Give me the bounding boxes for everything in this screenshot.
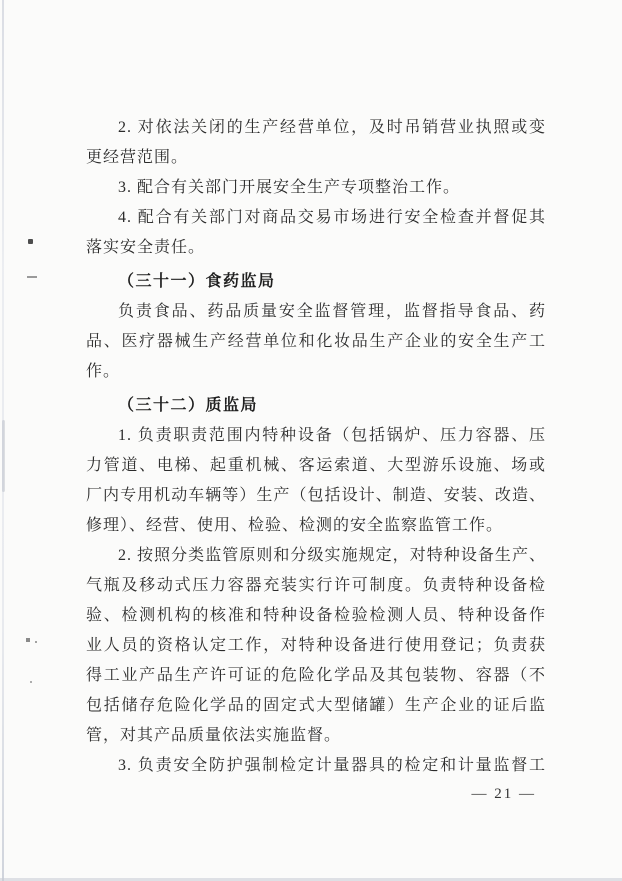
scan-ink-dot-artifact bbox=[28, 239, 33, 244]
text-line: 修理）、经营、使用、检验、检测的安全监察监管工作。 bbox=[86, 517, 504, 534]
text-line: 业人员的资格认定工作，对特种设备进行使用登记；负责获 bbox=[86, 637, 546, 654]
section-heading-32-quality-supervision-bureau: （三十二）质监局 bbox=[118, 397, 259, 414]
section-heading-31-food-drug-bureau: （三十一）食药监局 bbox=[118, 273, 276, 290]
page-number: — 21 — bbox=[471, 786, 536, 802]
scan-dash-artifact bbox=[27, 276, 37, 278]
text-line: 3. 配合有关部门开展安全生产专项整治工作。 bbox=[118, 179, 461, 196]
text-line: 落实安全责任。 bbox=[86, 239, 206, 256]
text-line: 管，对其产品质量依法实施监督。 bbox=[86, 727, 342, 744]
scan-smudge-artifact bbox=[2, 420, 5, 492]
text-line: 4. 配合有关部门对商品交易市场进行安全检查并督促其 bbox=[118, 209, 546, 226]
text-line: 更经营范围。 bbox=[86, 149, 189, 166]
text-line: 品、医疗器械生产经营单位和化妆品生产企业的安全生产工 bbox=[86, 333, 546, 350]
text-line: 得工业产品生产许可证的危险化学品及其包装物、容器（不 bbox=[86, 667, 546, 684]
text-line: 厂内专用机动车辆等）生产（包括设计、制造、安装、改造、 bbox=[86, 487, 546, 504]
text-line: 气瓶及移动式压力容器充装实行许可制度。负责特种设备检 bbox=[86, 577, 546, 594]
text-line: 2. 按照分类监管原则和分级实施规定，对特种设备生产、 bbox=[118, 547, 546, 564]
text-line: 力管道、电梯、起重机械、客运索道、大型游乐设施、场或 bbox=[86, 457, 546, 474]
text-line: 1. 负责职责范围内特种设备（包括锅炉、压力容器、压 bbox=[118, 427, 546, 444]
scan-speckle-artifact bbox=[26, 638, 30, 642]
text-line: 2. 对依法关闭的生产经营单位，及时吊销营业执照或变 bbox=[118, 119, 546, 136]
text-line: 验、检测机构的核准和特种设备检验检测人员、特种设备作 bbox=[86, 607, 546, 624]
text-line: 包括储存危险化学品的固定式大型储罐）生产企业的证后监 bbox=[86, 697, 546, 714]
text-line: 3. 负责安全防护强制检定计量器具的检定和计量监督工 bbox=[118, 757, 546, 774]
document-text-block bbox=[86, 113, 546, 781]
text-line: 作。 bbox=[86, 363, 121, 380]
text-line: 负责食品、药品质量安全监督管理，监督指导食品、药 bbox=[118, 303, 546, 320]
